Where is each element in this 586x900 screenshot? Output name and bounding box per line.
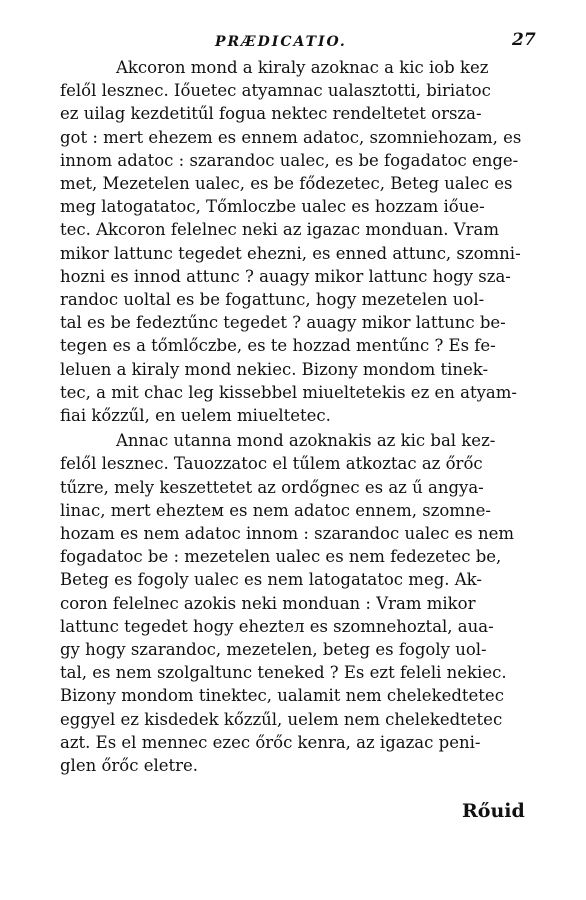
running-head: PRÆDICATIO. <box>215 34 347 50</box>
text-line: lattunc tegedet hogy ehezteл es szomnehoztal, aua- <box>60 616 494 636</box>
text-line: azt. Es el mennec ezec őrőc kenra, az igazac peni- <box>60 732 481 752</box>
text-line: hozam es nem adatoc innom : szarandoc ualec es nem <box>60 524 515 544</box>
text-line: Akcoron mond a kiraly azoknac a kic iob kez <box>116 58 489 77</box>
text-line: coron felelnec azokis neki monduan : Vram mikor <box>60 593 476 613</box>
text-line: tec. Akcoron felelnec neki az igazac monduan. Vram <box>60 220 499 240</box>
paragraph <box>60 429 530 777</box>
text-line: got : mert ehezem es ennem adatoc, szomniehozam, es <box>60 127 522 147</box>
text-line: felől lesznec. Iőuetec atyamnac ualasztotti, biriatoc <box>60 81 491 101</box>
text-line: fogadatoc be : mezetelen ualec es nem fedezetec be, <box>60 547 502 567</box>
text-line: glen őrőc eletre. <box>60 756 199 776</box>
text-line: tal, es nem szolgaltunc teneked ? Es ezt feleli nekiec. <box>60 663 507 683</box>
text-line: gy hogy szarandoc, mezetelen, beteg es fogoly uol- <box>60 640 487 660</box>
text-line: innom adatoc : szarandoc ualec, es be fogadatoc enge- <box>60 150 519 170</box>
text-line: Beteg es fogoly ualec es nem latogatatoc meg. Ak- <box>60 570 482 590</box>
text-line: tal es be fedeztűnc tegedet ? auagy mikor lattunc be- <box>60 313 506 333</box>
text-line: leluen a kiraly mond nekiec. Bizony mondom tinek- <box>60 359 489 379</box>
text-line: Annac utanna mond azoknakis az kic bal kez- <box>116 431 496 451</box>
text-line: eggyel ez kisdedek kőzzűl, uelem nem chelekedtetec <box>60 709 503 729</box>
page-number: 27 <box>512 30 536 50</box>
text-line: fiai kőzzűl, en uelem miueltetec. <box>60 406 331 426</box>
text-line: randoc uoltal es be fogattunc, hogy mezetelen uol- <box>60 290 485 310</box>
text-line: Bizony mondom tinektec, ualamit nem chelekedtetec <box>60 686 504 706</box>
text-line: met, Mezetelen ualec, es be fődezetec, Beteg ualec es <box>60 174 513 194</box>
text-line: hozni es innod attunc ? auagy mikor lattunc hogy sza- <box>60 266 511 286</box>
text-line: tegen es a tőmlőczbe, es te hozzad mentűnc ? Es fe- <box>60 336 496 356</box>
text-line: tec, a mit chac leg kissebbel miueltetekis ez en atyam- <box>60 382 517 402</box>
text-line: meg latogatatoc, Tőmloczbe ualec es hozzam iőue- <box>60 197 485 217</box>
paragraph <box>60 56 530 427</box>
text-line: ez uilag kezdetitűl fogua nektec rendeltetet orsza- <box>60 104 482 124</box>
catchword: Rőuid <box>462 800 525 822</box>
body-text <box>60 56 530 777</box>
text-line: tűzre, mely keszettetet az ordőgnec es az ű angya- <box>60 477 484 497</box>
text-line: felől lesznec. Tauozzatoc el tűlem atkoztac az őrőc <box>60 454 483 474</box>
text-line: linac, mert ehezteм es nem adatoc ennem, szomne- <box>60 500 491 520</box>
text-line: mikor lattunc tegedet ehezni, es enned attunc, szomni- <box>60 243 521 263</box>
